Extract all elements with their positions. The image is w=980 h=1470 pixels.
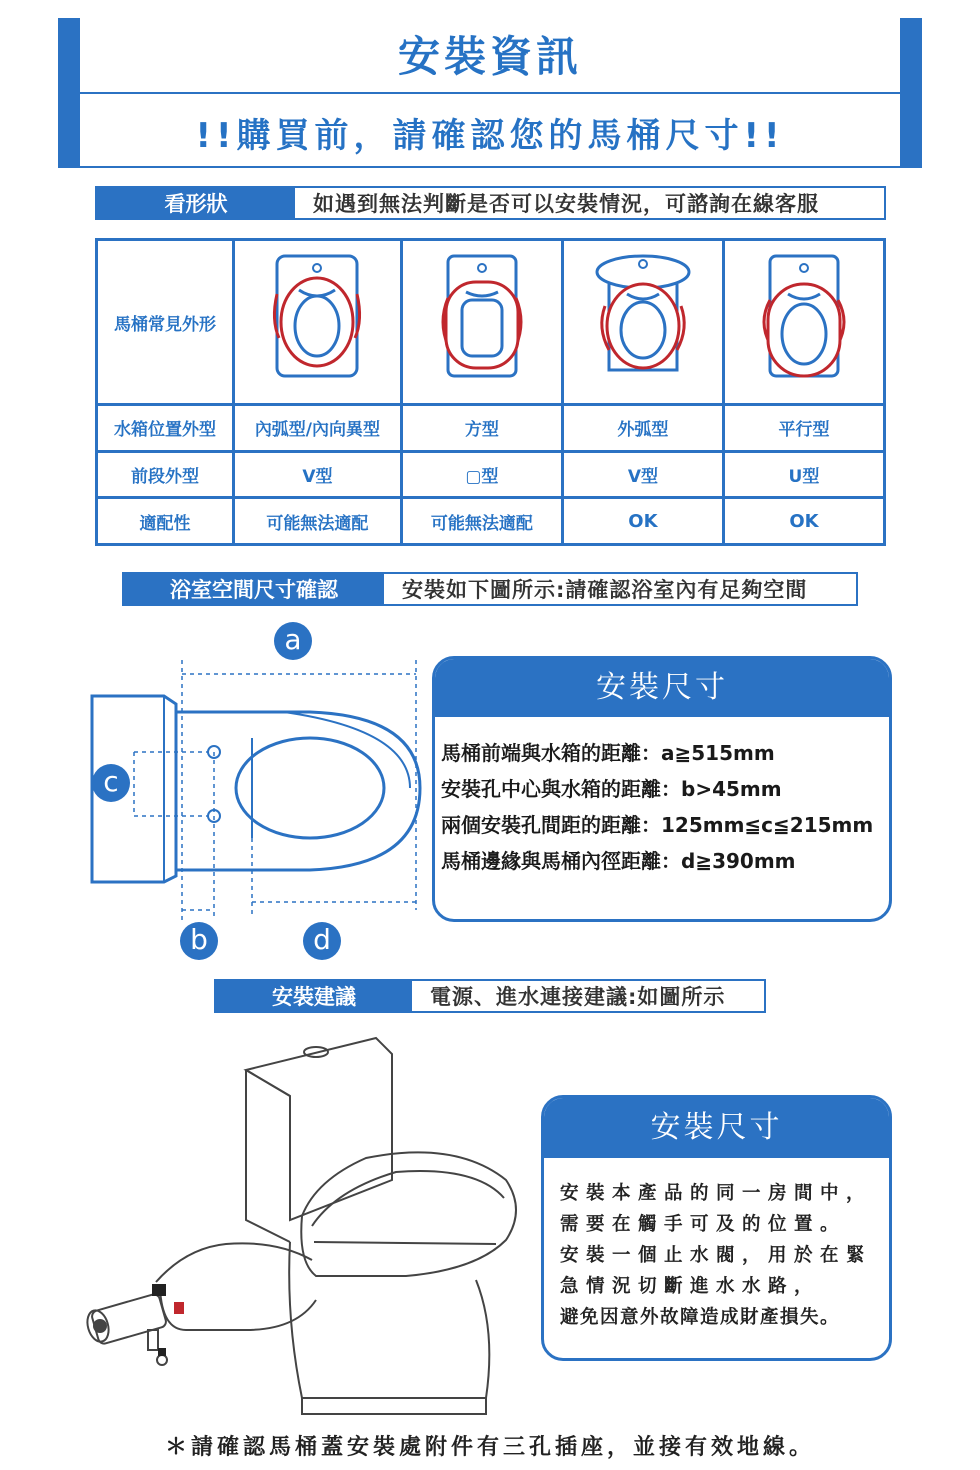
dimensions-box-title: 安裝尺寸: [435, 659, 889, 717]
header-divider: [80, 92, 900, 94]
toilet-top-view-diagram: [80, 620, 430, 970]
toilet-with-bidet-seat-illustration: [76, 1030, 526, 1420]
advice-box-title: 安裝尺寸: [544, 1098, 889, 1158]
install-section-header: [214, 979, 766, 1013]
table-cell: 可能無法適配: [234, 498, 402, 545]
advice-text: [544, 1158, 889, 1333]
toilet-shape-table: [95, 238, 886, 546]
footer-note: ＊請確認馬桶蓋安裝處附件有三孔插座，並接有效地線。: [164, 1435, 815, 1460]
row-header: 馬桶常見外形: [97, 240, 234, 405]
table-cell: ▢型: [401, 451, 562, 498]
table-cell: 平行型: [723, 405, 884, 452]
dimension-line-b: 安裝孔中心與水箱的距離：b>45mm: [441, 777, 782, 801]
table-cell: 可能無法適配: [401, 498, 562, 545]
page-subtitle: !!購買前，請確認您的馬桶尺寸!!: [195, 116, 785, 156]
dimension-label-b: b: [180, 922, 218, 960]
table-cell: 內弧型/內向異型: [234, 405, 402, 452]
table-cell: 方型: [401, 405, 562, 452]
table-row: [97, 240, 885, 405]
table-cell: V型: [562, 451, 723, 498]
shape-section-label: 看形狀: [97, 188, 295, 218]
dimension-label-d: d: [303, 922, 341, 960]
shape-section-text: 如遇到無法判斷是否可以安裝情況，可諮詢在線客服: [313, 192, 819, 216]
space-section-header: [122, 572, 858, 606]
table-cell: V型: [234, 451, 402, 498]
advice-line: 急情況切斷進水水路，: [560, 1276, 821, 1297]
table-cell: OK: [562, 498, 723, 545]
install-section-text: 電源、進水連接建議:如圖所示: [430, 985, 726, 1009]
toilet-square-icon: [401, 240, 562, 405]
dimension-line-c: 兩個安裝孔間距的距離：125mm≦c≦215mm: [441, 813, 874, 837]
table-cell: 外弧型: [562, 405, 723, 452]
table-cell: U型: [723, 451, 884, 498]
row-header: 適配性: [97, 498, 234, 545]
page-title: 安裝資訊: [397, 32, 582, 81]
toilet-parallel-icon: [723, 240, 884, 405]
table-row: [97, 498, 885, 545]
space-section-label: 浴室空間尺寸確認: [124, 574, 384, 604]
advice-line: 避免因意外故障造成財產損失。: [560, 1307, 841, 1328]
shape-section-header: [95, 186, 886, 220]
toilet-outward-arc-icon: [562, 240, 723, 405]
table-cell: OK: [723, 498, 884, 545]
dimensions-box: [432, 656, 892, 922]
row-header: 前段外型: [97, 451, 234, 498]
dimensions-list: [435, 717, 889, 879]
row-header: 水箱位置外型: [97, 405, 234, 452]
advice-line: 安裝本產品的同一房間中，: [560, 1183, 873, 1204]
dimension-line-a: 馬桶前端與水箱的距離：a≧515mm: [441, 741, 775, 765]
advice-box: [541, 1095, 892, 1361]
toilet-inward-arc-icon: [234, 240, 402, 405]
table-row: [97, 405, 885, 452]
dimension-line-d: 馬桶邊緣與馬桶內徑距離：d≧390mm: [441, 849, 796, 873]
header-bottom-line: [58, 166, 922, 168]
dimension-label-a: a: [274, 622, 312, 660]
dimension-label-c: c: [92, 764, 130, 802]
space-section-text: 安裝如下圖所示:請確認浴室內有足夠空間: [402, 578, 808, 602]
advice-line: 需要在觸手可及的位置。: [560, 1214, 847, 1235]
table-row: [97, 451, 885, 498]
advice-line: 安裝一個止水閥，用於在緊: [560, 1245, 873, 1266]
install-section-label: 安裝建議: [216, 981, 412, 1011]
